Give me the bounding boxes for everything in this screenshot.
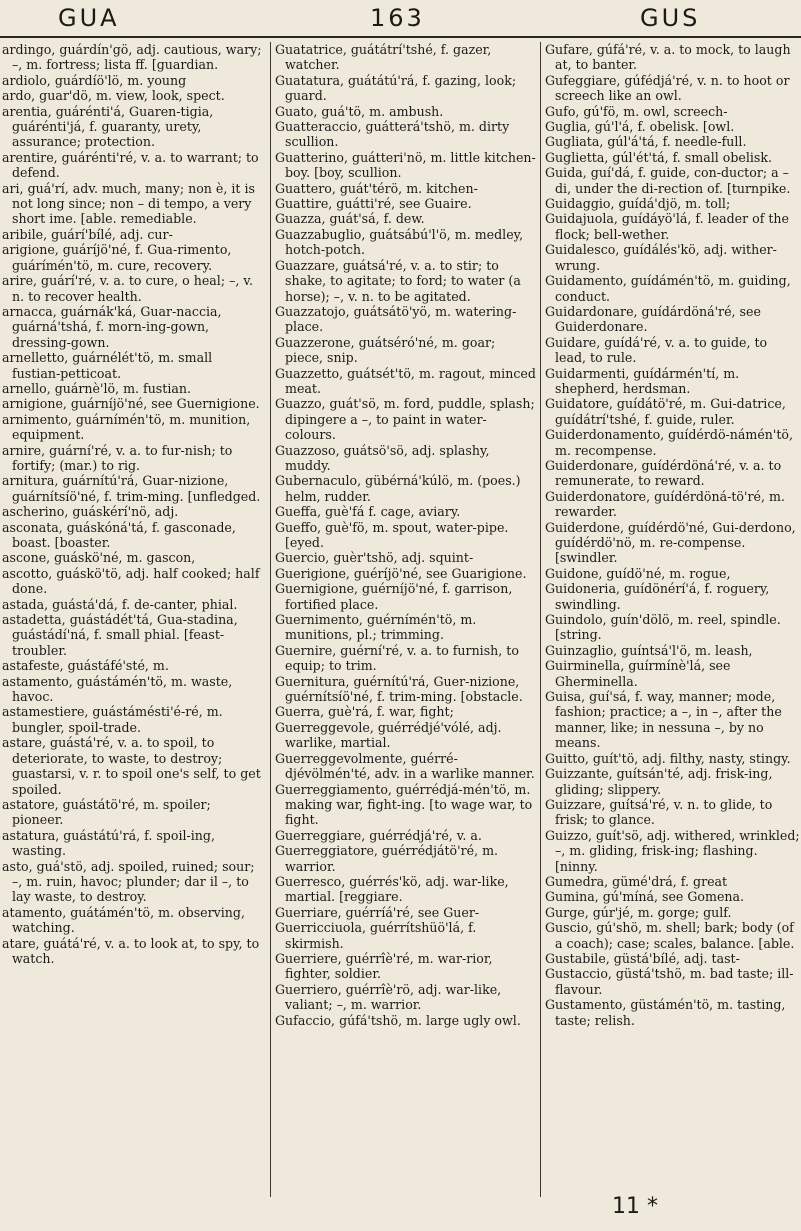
dictionary-entry: ascotto, guáskö'tö, adj. half cooked; half done. <box>2 565 260 597</box>
header-rule <box>0 36 801 38</box>
column-right <box>540 42 801 1197</box>
dictionary-entry: Guerresco, guérrés'kö, adj. war-like, martial. [reggiare. <box>275 873 509 905</box>
dictionary-entry: Guerriare, guérríá'ré, see Guer- <box>275 904 480 920</box>
dictionary-entry: Guidardonare, guídárdöná'ré, see Guiderdonare. <box>545 303 761 335</box>
dictionary-entry: Guazzabuglio, guátsábú'l'ö, m. medley, hotch-potch. <box>275 226 524 258</box>
dictionary-entry: Guerriere, guérrîè'ré, m. war-rior, fighter, soldier. <box>275 950 493 982</box>
dictionary-entry: Guato, guá'tö, m. ambush. <box>275 103 444 119</box>
dictionary-entry: Gustamento, güstámén'tö, m. tasting, taste; relish. <box>545 997 786 1028</box>
dictionary-entry: Gustabile, güstá'bílé, adj. tast- <box>545 950 740 966</box>
dictionary-entry: Gufo, gú'fö, m. owl, screech- <box>545 103 728 119</box>
dictionary-entry: Guazzerone, guátséró'né, m. goar; piece, snip. <box>275 334 496 366</box>
dictionary-entry: Guidarmenti, guídármén'tí, m. shepherd, herdsman. <box>545 365 740 396</box>
dictionary-entry: Guercio, guèr'tshö, adj. squint- <box>275 550 474 566</box>
dictionary-entry: Gueffo, guè'fö, m. spout, water-pipe. [eyed. <box>275 519 509 550</box>
dictionary-entry: Guernitura, guérnítú'rá, Guer-nizione, guérnítsíö'né, f. trim-ming. [obstacle. <box>275 673 523 705</box>
dictionary-entry: arire, guárí'ré, v. a. to cure, o heal; –, v. n. to recover health. <box>2 273 253 304</box>
dictionary-entry: astafeste, guástáfé'sté, m. <box>2 658 169 674</box>
dictionary-entry: Guernire, guérní'ré, v. a. to furnish, to equip; to trim. <box>275 642 519 674</box>
dictionary-entry: Guscio, gú'shö, m. shell; bark; body (of a coach); case; scales, balance. [able. <box>545 920 795 951</box>
dictionary-entry: ardingo, guárdín'gö, adj. cautious, wary; –, m. fortress; lista ff. [guardian. <box>2 42 262 73</box>
page-header <box>0 0 801 40</box>
dictionary-entry: Guatteraccio, guátterá'tshö, m. dirty scullion. <box>275 119 510 150</box>
dictionary-entry: ardiolo, guárdíö'lö, m. young <box>2 72 187 88</box>
dictionary-entry: astatore, guástátö'ré, m. spoiler; pioneer. <box>2 796 211 828</box>
dictionary-entry: arnigione, guárníjö'né, see Guernigione. <box>2 396 260 412</box>
dictionary-entry: Gustaccio, güstá'tshö, m. bad taste; ill-flavour. <box>545 966 794 997</box>
dictionary-entry: Guattire, guátti'ré, see Guaire. <box>275 196 472 212</box>
dictionary-entry: Guiderdonamento, guídérdö-námén'tö, m. recompense. <box>545 427 794 458</box>
dictionary-entry: Gubernaculo, gübérná'kúlö, m. (poes.) helm, rudder. <box>275 473 521 504</box>
dictionary-entry: Gumedra, gümé'drá, f. great <box>545 873 728 889</box>
dictionary-entry: astare, guástá'ré, v. a. to spoil, to deteriorate, to waste, to destroy; guastarsi, v. r. to spoil one's self, to get spoiled. <box>2 735 261 797</box>
dictionary-entry: Guazzoso, guátsö'sö, adj. splashy, muddy. <box>275 442 490 473</box>
dictionary-entry: Guatatura, guátátú'rá, f. gazing, look; guard. <box>275 72 517 104</box>
dictionary-entry: Guidalesco, guídálés'kö, adj. wither-wrung. <box>545 242 777 273</box>
dictionary-entry: Guidone, guídö'né, m. rogue, <box>545 565 731 581</box>
dictionary-entry: arnire, guární'ré, v. a. to fur-nish; to fortify; (mar.) to rig. <box>2 442 233 473</box>
dictionary-entry: Guindolo, guín'dölö, m. reel, spindle. [string. <box>545 612 781 643</box>
column-left <box>2 42 264 1197</box>
dictionary-entry: atare, guátá'ré, v. a. to look at, to spy, to watch. <box>2 935 260 966</box>
dictionary-entry: Guidajuola, guídáyö'lá, f. leader of the flock; bell-wether. <box>545 211 789 242</box>
dictionary-entry: Guglia, gú'l'á, f. obelisk. [owl. <box>545 119 735 135</box>
dictionary-entry: Guatterino, guátteri'nö, m. little kitchen-boy. [boy, scullion. <box>275 149 536 181</box>
dictionary-entry: Guitto, guít'tö, adj. filthy, nasty, stingy. <box>545 750 791 766</box>
dictionary-entry: Guerreggiatore, guérrédjátö'ré, m. warrior. <box>275 843 499 874</box>
dictionary-entry: Guerra, guè'rá, f. war, fight; <box>275 704 454 720</box>
dictionary-entry: Guerriero, guérrîè'rö, adj. war-like, valiant; –, m. warrior. <box>275 981 502 1013</box>
header-right-guide-word: GUS <box>640 4 701 32</box>
dictionary-entry: Guiderdone, guídérdö'né, Gui-derdono, guídérdö'nö, m. re-compense. [swindler. <box>545 519 796 566</box>
dictionary-entry: ascone, guáskö'né, m. gascon, <box>2 550 196 566</box>
dictionary-entry: arentia, guárénti'á, Guaren-tigia, guárénti'já, f. guaranty, urety, assurance; protection. <box>2 103 214 150</box>
dictionary-entry: Gurge, gúr'jé, m. gorge; gulf. <box>545 904 732 920</box>
dictionary-entry: Guidamento, guídámén'tö, m. guiding, conduct. <box>545 273 791 304</box>
dictionary-entry: Guida, guí'dá, f. guide, con-ductor; a – di, under the di-rection of. [turnpike. <box>545 165 791 196</box>
dictionary-entry: Guerigione, guéríjö'né, see Guarigione. <box>275 565 527 581</box>
dictionary-entry: arnelletto, guárnélét'tö, m. small fustian-petticoat. <box>2 350 213 381</box>
dictionary-entry: Guatatrice, guátátrí'tshé, f. gazer, watcher. <box>275 42 492 73</box>
dictionary-entry: Guerricciuola, guérrítshüö'lá, f. skirmish. <box>275 920 477 951</box>
dictionary-entry: Gugliata, gúl'á'tá, f. needle-full. <box>545 134 747 150</box>
dictionary-entry: Guglietta, gúl'ét'tá, f. small obelisk. <box>545 149 773 165</box>
dictionary-entry: Gufeggiare, gúfédjá'ré, v. n. to hoot or screech like an owl. <box>545 72 790 104</box>
dictionary-entry: Guazzo, guát'sö, m. ford, puddle, splash; dipingere a –, to paint in water-colours. <box>275 396 535 443</box>
dictionary-entry: astadetta, guástádét'tá, Gua-stadina, guástádí'ná, f. small phial. [feast-troubler. <box>2 612 238 658</box>
signature-mark: 11 * <box>612 1194 658 1219</box>
dictionary-entry: arnacca, guárnák'ká, Guar-naccia, guárná'tshá, f. morn-ing-gown, dressing-gown. <box>2 303 222 350</box>
dictionary-entry: Guidoneria, guídönérí'á, f. roguery, swindling. <box>545 581 770 612</box>
dictionary-entry: Guidaggio, guídá'djö, m. toll; <box>545 196 731 212</box>
dictionary-entry: Guidatore, guídátö'ré, m. Gui-datrice, guídátrí'tshé, f. guide, ruler. <box>545 396 786 427</box>
dictionary-entry: aribile, guárí'bílé, adj. cur- <box>2 226 173 242</box>
dictionary-entry: Guernimento, guérnímén'tö, m. munitions, pl.; trimming. <box>275 612 477 643</box>
dictionary-entry: arigione, guáríjö'né, f. Gua-rimento, guárímén'tö, m. cure, recovery. <box>2 242 232 273</box>
dictionary-entry: Guizzante, guítsán'té, adj. frisk-ing, gliding; slippery. <box>545 766 773 797</box>
dictionary-entry: Guinzaglio, guíntsá'l'ö, m. leash, <box>545 642 753 658</box>
dictionary-entry: Guisa, guí'sá, f. way, manner; mode, fashion; practice; a –, in –, after the manner, like; in nessuna –, by no means. <box>545 689 782 751</box>
dictionary-entry: astamestiere, guástámésti'é-ré, m. bungler, spoil-trade. <box>2 704 223 735</box>
dictionary-entry: Gufare, gúfá'ré, v. a. to mock, to laugh at, to banter. <box>545 42 791 73</box>
dictionary-entry: asconata, guáskóná'tá, f. gasconade, boast. [boaster. <box>2 519 236 550</box>
dictionary-entry: Guiderdonare, guídérdöná'ré, v. a. to remunerate, to reward. <box>545 457 782 489</box>
dictionary-entry: Guattero, guát'térö, m. kitchen- <box>275 180 478 196</box>
dictionary-entry: Guernigione, guérníjö'né, f. garrison, fortified place. <box>275 581 513 612</box>
dictionary-entry: Guiderdonatore, guídérdöná-tö'ré, m. rewarder. <box>545 488 785 520</box>
dictionary-entry: ascherino, guáskérí'nö, adj. <box>2 504 179 520</box>
dictionary-entry: Guizzo, guít'sö, adj. withered, wrinkled; –, m. gliding, frisk-ing; flashing. [ninny. <box>545 827 800 874</box>
dictionary-entry: Gufaccio, gúfá'tshö, m. large ugly owl. <box>275 1012 521 1028</box>
dictionary-entry: arnitura, guárnítú'rá, Guar-nizione, guárnítsíö'né, f. trim-ming. [unfledged. <box>2 473 261 504</box>
dictionary-entry: arnimento, guárnímén'tö, m. munition, equipment. <box>2 411 251 443</box>
dictionary-entry: atamento, guátámén'tö, m. observing, watching. <box>2 904 245 936</box>
dictionary-entry: Guerreggevolmente, guérré-djévölmén'té, adv. in a warlike manner. <box>275 750 535 782</box>
dictionary-entry: Guazzare, guátsá'ré, v. a. to stir; to shake, to agitate; to ford; to water (a horse); –, v. n. to be agitated. <box>275 257 521 304</box>
dictionary-entry: Gueffa, guè'fá f. cage, aviary. <box>275 504 461 520</box>
dictionary-entry: Guazzatojo, guátsátö'yö, m. watering-place. <box>275 303 517 335</box>
dictionary-entry: Guerreggevole, guérrédjé'vólé, adj. warlike, martial. <box>275 719 502 751</box>
header-left-guide-word: GUA <box>58 4 120 32</box>
dictionary-entry: Guerreggiare, guérrédjá'ré, v. a. <box>275 827 482 843</box>
column-middle <box>270 42 537 1197</box>
dictionary-entry: Guizzare, guítsá'ré, v. n. to glide, to frisk; to glance. <box>545 796 773 828</box>
dictionary-entry: arnello, guárnè'lö, m. fustian. <box>2 380 191 396</box>
page-number: 163 <box>370 4 425 32</box>
dictionary-entry: Guirminella, guírmínè'lá, see Gherminella. <box>545 658 731 689</box>
dictionary-entry: arentire, guárénti'ré, v. a. to warrant; to defend. <box>2 149 259 181</box>
dictionary-entry: astada, guástá'dá, f. de-canter, phial. <box>2 596 238 612</box>
dictionary-entry: Gumina, gú'míná, see Gomena. <box>545 889 745 905</box>
dictionary-entry: Guazzetto, guátsét'tö, m. ragout, minced meat. <box>275 365 536 396</box>
dictionary-entry: asto, guá'stö, adj. spoiled, ruined; sour; –, m. ruin, havoc; plunder; dar il –, to lay waste, to destroy. <box>2 858 255 905</box>
dictionary-entry: Guerreggiamento, guérrédjá-mén'tö, m. making war, fight-ing. [to wage war, to fight. <box>275 781 533 828</box>
dictionary-entry: ardo, guar'dö, m. view, look, spect. <box>2 88 225 104</box>
dictionary-entry: astamento, guástámén'tö, m. waste, havoc. <box>2 673 233 705</box>
dictionary-entry: Guidare, guídá'ré, v. a. to guide, to lead, to rule. <box>545 334 768 366</box>
dictionary-entry: ari, guá'rí, adv. much, many; non è, it is not long since; non – di tempo, a very short ime. [able. remediable. <box>2 180 255 227</box>
dictionary-entry: astatura, guástátú'rá, f. spoil-ing, wasting. <box>2 827 215 859</box>
dictionary-entry: Guazza, guát'sá, f. dew. <box>275 211 425 227</box>
